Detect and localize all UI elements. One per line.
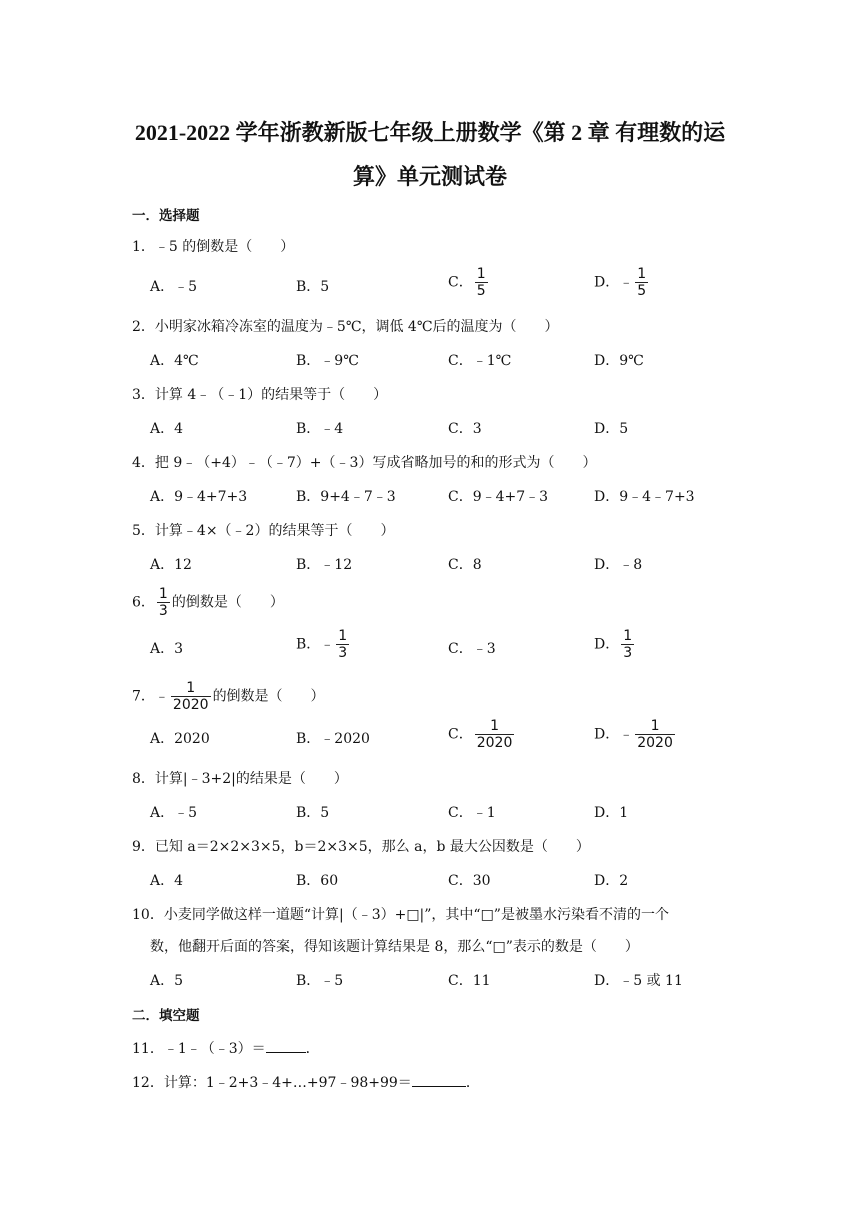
question-2: 2．小明家冰箱冷冻室的温度为﹣5℃，调低 4℃后的温度为（ ） — [132, 319, 559, 335]
question-11: 11．﹣1﹣（﹣3）＝ ． — [132, 1038, 320, 1058]
question-5: 5．计算﹣4×（﹣2）的结果等于（ ） — [132, 523, 395, 539]
q2-option-c: C．﹣1℃ — [448, 353, 512, 369]
q3-option-b: B．﹣4 — [296, 421, 344, 437]
q6-option-a: A．3 — [150, 641, 184, 657]
question-9: 9．已知 a＝2×2×3×5，b＝2×3×5，那么 a，b 最大公因数是（ ） — [132, 839, 590, 855]
q4-option-c: C．9﹣4+7﹣3 — [448, 489, 549, 505]
answer-blank — [266, 1038, 306, 1053]
q1-option-c: C． $\frac{1}{5}$ — [448, 266, 486, 299]
q5-option-b: B．﹣12 — [296, 557, 353, 573]
q10-option-b: B．﹣5 — [296, 973, 344, 989]
q4-option-a: A．9﹣4+7+3 — [150, 489, 248, 505]
answer-blank — [412, 1072, 466, 1087]
q2-option-b: B．﹣9℃ — [296, 353, 359, 369]
question-1: 1．﹣5 的倒数是（ ） — [132, 239, 295, 255]
fraction-1-5: $\frac{1}{5}$ — [637, 266, 647, 299]
q6-option-c: C．﹣3 — [448, 641, 496, 657]
page-title-line1: 2021-2022 学年浙教新版七年级上册数学《第 2 章 有理数的运 — [134, 120, 726, 145]
fraction-1-3: $\frac{1}{3}$ — [338, 628, 348, 661]
q9-option-c: C．30 — [448, 873, 491, 889]
question-6: 6． $\frac{1}{3}$ 的倒数是（ ） — [132, 586, 284, 619]
question-10-line2: 数，他翻开后面的答案，得知该题计算结果是 8，那么“□”表示的数是（ ） — [150, 939, 639, 955]
fraction-1-2020: $\frac{1}{2020}$ — [637, 718, 673, 751]
q5-option-c: C．8 — [448, 557, 482, 573]
q9-option-d: D．2 — [594, 873, 629, 889]
question-10-line1: 10．小麦同学做这样一道题“计算|（﹣3）+□|”，其中“□”是被墨水污染看不清的一个 — [132, 907, 669, 923]
fraction-1-3: $\frac{1}{3}$ — [623, 628, 633, 661]
q7-option-a: A．2020 — [150, 731, 210, 747]
question-12: 12．计算：1﹣2+3﹣4+…+97﹣98+99＝ ． — [132, 1072, 480, 1092]
q7-option-b: B．﹣2020 — [296, 731, 370, 747]
q3-option-a: A．4 — [150, 421, 184, 437]
q10-option-c: C．11 — [448, 973, 491, 989]
q8-option-c: C．﹣1 — [448, 805, 496, 821]
q1-option-a: A．﹣5 — [150, 279, 198, 295]
q6-option-b: B．﹣ $\frac{1}{3}$ — [296, 628, 348, 661]
q5-option-d: D．﹣8 — [594, 557, 643, 573]
q7-option-c: C． $\frac{1}{2020}$ — [448, 718, 513, 751]
q4-option-d: D．9﹣4﹣7+3 — [594, 489, 695, 505]
fraction-1-2020: $\frac{1}{2020}$ — [172, 680, 209, 713]
q4-option-b: B．9+4﹣7﹣3 — [296, 489, 396, 505]
fraction-1-2020: $\frac{1}{2020}$ — [476, 718, 513, 751]
q8-option-a: A．﹣5 — [150, 805, 198, 821]
question-7: 7．﹣ $\frac{1}{2020}$ 的倒数是（ ） — [132, 680, 325, 713]
fraction-1-3: $\frac{1}{3}$ — [158, 586, 168, 619]
q8-option-b: B．5 — [296, 805, 330, 821]
section-heading-choice: 一．选择题 — [132, 208, 200, 224]
question-4: 4．把 9﹣（+4）﹣（﹣7）+（﹣3）写成省略加号的和的形式为（ ） — [132, 455, 597, 471]
q9-option-b: B．60 — [296, 873, 339, 889]
q7-option-d: D．﹣ $\frac{1}{2020}$ — [594, 718, 673, 751]
question-8: 8．计算|﹣3+2|的结果是（ ） — [132, 771, 348, 787]
q1-option-d: D．﹣ $\frac{1}{5}$ — [594, 266, 647, 299]
q2-option-d: D．9℃ — [594, 353, 644, 369]
q10-option-d: D．﹣5 或 11 — [594, 973, 683, 989]
q5-option-a: A．12 — [150, 557, 192, 573]
q9-option-a: A．4 — [150, 873, 184, 889]
question-3: 3．计算 4﹣（﹣1）的结果等于（ ） — [132, 387, 388, 403]
q6-option-d: D． $\frac{1}{3}$ — [594, 628, 633, 661]
q8-option-d: D．1 — [594, 805, 629, 821]
q10-option-a: A．5 — [150, 973, 184, 989]
q2-option-a: A．4℃ — [150, 353, 199, 369]
fraction-1-5: $\frac{1}{5}$ — [476, 266, 486, 299]
q3-option-c: C．3 — [448, 421, 482, 437]
section-heading-fill: 二．填空题 — [132, 1008, 200, 1024]
q1-option-b: B．5 — [296, 279, 330, 295]
q3-option-d: D．5 — [594, 421, 629, 437]
page-title-line2: 算》单元测试卷 — [352, 164, 507, 189]
